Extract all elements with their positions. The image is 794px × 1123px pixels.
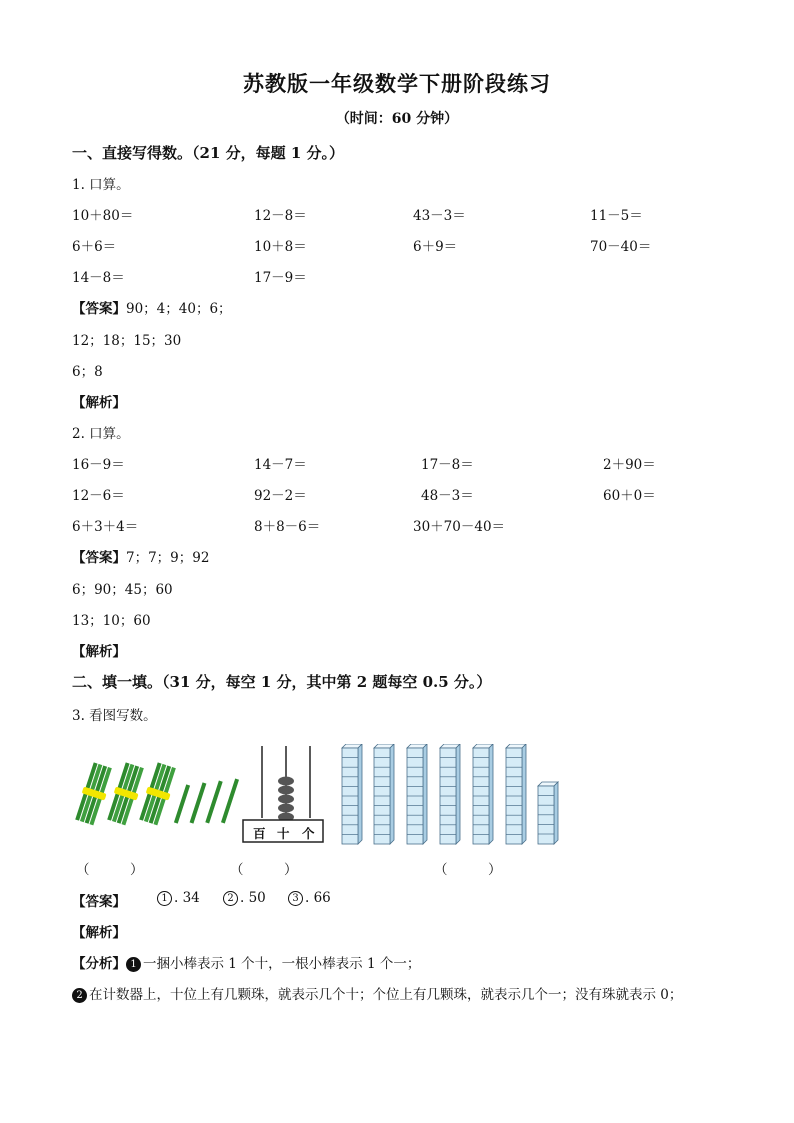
- problem: 6＋9＝: [413, 239, 458, 255]
- analysis-tag: 【解析】: [72, 925, 126, 941]
- cube-blocks-figure: [340, 744, 565, 846]
- problem: 8＋8－6＝: [254, 519, 321, 535]
- answer-text: 6；8: [72, 364, 103, 380]
- stick-bundle: [137, 762, 178, 826]
- problem: 17－8＝: [421, 457, 474, 473]
- answer-blank[interactable]: （ ）: [76, 862, 144, 878]
- abacus-label-hundreds: 百: [253, 826, 266, 841]
- circled-number: 3: [288, 891, 303, 906]
- circled-number: 1: [126, 957, 141, 972]
- page-title: 苏教版一年级数学下册阶段练习: [243, 71, 551, 96]
- q3-answer-tag: [72, 890, 126, 910]
- q3-label: 3. 看图写数。: [72, 708, 157, 724]
- section1-heading: 一、直接写得数。（21 分，每题 1 分。）: [72, 144, 344, 162]
- problem: 70－40＝: [590, 239, 652, 255]
- problem: 14－7＝: [254, 457, 307, 473]
- problem: 30＋70－40＝: [413, 519, 506, 535]
- problem: 16－9＝: [72, 457, 125, 473]
- ten-rod: [342, 744, 362, 844]
- q2-answer: [72, 546, 209, 566]
- q3-answer-3: [288, 890, 331, 906]
- circled-number: 1: [157, 891, 172, 906]
- problem: 92－2＝: [254, 488, 307, 504]
- problem: 14－8＝: [72, 270, 125, 286]
- circled-number: 2: [72, 988, 87, 1003]
- problem: 12－8＝: [254, 208, 307, 224]
- ten-rod: [407, 744, 427, 844]
- problem: 17－9＝: [254, 270, 307, 286]
- ten-rod: [374, 744, 394, 844]
- abacus-beads: [278, 777, 294, 822]
- q3-analysis: [72, 921, 126, 941]
- section2-heading: 二、填一填。（31 分，每空 1 分，其中第 2 题每空 0.5 分。）: [72, 673, 492, 691]
- problem: 11－5＝: [590, 208, 643, 224]
- answer-tag: 【答案】: [72, 550, 126, 566]
- problem: 10＋80＝: [72, 208, 134, 224]
- answer-value: . 50: [240, 890, 266, 906]
- answer-value: . 66: [305, 890, 331, 906]
- problem: 43－3＝: [413, 208, 466, 224]
- page-subtitle: （时间：60 分钟）: [335, 111, 459, 127]
- analysis-tag: 【解析】: [72, 644, 126, 660]
- analysis-line: [72, 952, 420, 972]
- q3-answer-1: [157, 890, 200, 906]
- problem: 6＋3＋4＝: [72, 519, 139, 535]
- q1-analysis: [72, 391, 126, 411]
- problem: 48－3＝: [421, 488, 474, 504]
- problem: 2＋90＝: [603, 457, 656, 473]
- answer-text: 6；90；45；60: [72, 582, 173, 598]
- answer-text: 7；7；9；92: [126, 550, 210, 566]
- answer-tag: 【答案】: [72, 894, 126, 910]
- q3-answer-2: [223, 890, 266, 906]
- ten-rod: [506, 744, 526, 844]
- answer-blank[interactable]: （ ）: [434, 862, 502, 878]
- analysis-tag: 【分析】: [72, 956, 126, 972]
- q2-analysis: [72, 640, 126, 660]
- problem: 6＋6＝: [72, 239, 117, 255]
- q1-label: 1. 口算。: [72, 177, 130, 193]
- analysis-text: 在计数器上，十位上有几颗珠，就表示几个十；个位上有几颗珠，就表示几个一；没有珠就表示 0；: [89, 987, 683, 1003]
- analysis-line: [72, 983, 682, 1003]
- answer-tag: 【答案】: [72, 301, 126, 317]
- circled-number: 2: [223, 891, 238, 906]
- analysis-tag: 【解析】: [72, 395, 126, 411]
- unit-cubes: [538, 782, 558, 844]
- q2-label: 2. 口算。: [72, 426, 130, 442]
- stick-bundles-figure: [72, 760, 247, 830]
- abacus-label-ones: 个: [302, 826, 315, 841]
- answer-text: 12；18；15；30: [72, 333, 182, 349]
- ten-rod: [440, 744, 460, 844]
- ten-rod: [473, 744, 493, 844]
- answer-value: . 34: [174, 890, 200, 906]
- answer-text: 90；4；40；6；: [126, 301, 232, 317]
- problem: 10＋8＝: [254, 239, 307, 255]
- problem: 12－6＝: [72, 488, 125, 504]
- analysis-text: 一捆小棒表示 1 个十，一根小棒表示 1 个一；: [143, 956, 421, 972]
- abacus-label-tens: 十: [277, 826, 290, 841]
- answer-text: 13；10；60: [72, 613, 151, 629]
- q1-answer: [72, 297, 232, 317]
- single-sticks: [174, 779, 239, 824]
- answer-blank[interactable]: （ ）: [230, 862, 298, 878]
- problem: 60＋0＝: [603, 488, 656, 504]
